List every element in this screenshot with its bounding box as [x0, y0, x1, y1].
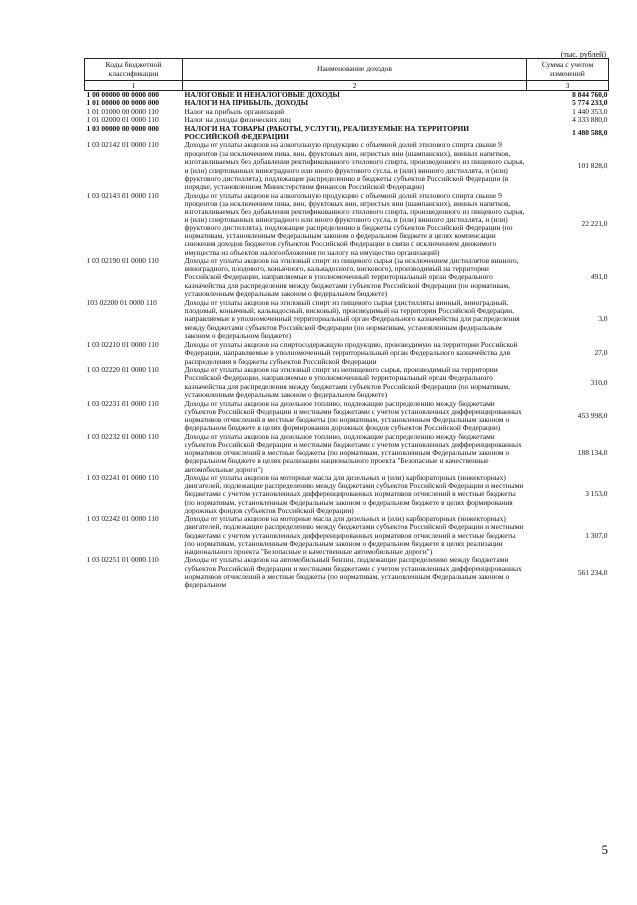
table-row: [85, 91, 609, 100]
row-name: НАЛОГИ НА ТОВАРЫ (РАБОТЫ, УСЛУГИ), РЕАЛИЗУЕМЫЕ НА ТЕРРИТОРИИ РОССИЙСКОЙ ФЕДЕРАЦИИ: [184, 123, 470, 142]
page-number: 5: [601, 842, 608, 857]
column-number: 1: [85, 81, 183, 91]
column-number-row: [85, 81, 609, 91]
row-amount: 3,0: [598, 314, 608, 324]
row-amount: 561 234,0: [577, 567, 608, 577]
row-name: Доходы от уплаты акцизов на алкогольную продукцию с объемной долей этилового спирта свыше 9 процентов (за исключением пива, вин, фруктовых вин, игристых вин (шампанских), винных напитков, изготавливаемых без добавления ректификованного этилового спирта, произведенного из пищевого сырья, и (или) спиртованных виноградного или иного фруктового сусла, и (или) винного дистиллята, и (или) фруктового дистиллята), подлежащие распределению в бюджеты субъектов Российской Федерации (в порядке, установленном Министерством финансов Российской Федерации): [184, 140, 525, 192]
row-amount: 1 480 588,0: [572, 127, 608, 137]
table-row: [85, 108, 609, 116]
row-amount: 1 307,0: [585, 530, 608, 540]
row-amount: 27,0: [594, 348, 608, 358]
row-code: 1 03 02232 01 0000 110: [86, 431, 159, 441]
row-amount: 5 774 233,0: [572, 98, 608, 108]
table-row: [85, 99, 609, 107]
row-code: 1 03 02210 01 0000 110: [86, 339, 159, 349]
table-row: [85, 257, 609, 299]
header-amount: Сумма с учетом изменений: [527, 59, 609, 81]
row-amount: 3 153,0: [585, 489, 608, 499]
header-codes: Коды бюджетной классификации: [85, 59, 183, 81]
row-amount: 101 828,0: [577, 161, 608, 171]
row-code: 1 00 00000 00 0000 000: [86, 90, 160, 99]
row-name: НАЛОГОВЫЕ И НЕНАЛОГОВЫЕ ДОХОДЫ: [184, 90, 340, 99]
row-name: НАЛОГИ НА ПРИБЫЛЬ, ДОХОДЫ: [184, 98, 309, 108]
table-row: [85, 400, 609, 433]
row-amount: 491,0: [590, 272, 608, 282]
table-row: [85, 515, 609, 556]
row-code: 1 03 00000 00 0000 000: [86, 123, 160, 133]
row-amount: 188 134,0: [577, 448, 608, 458]
table-row: [85, 474, 609, 515]
row-name: Доходы от уплаты акцизов на этиловый спирт из непищевого сырья, производимый на территории Российской Федерации, направляемые в уполномоченный территориальный орган Федерального казначейства для распределения между бюджетами субъектов Российской Федерации (по нормативам, установленным федеральным законом о федеральном бюджете): [184, 364, 510, 400]
table-row: [85, 299, 609, 341]
row-amount: 1 440 353,0: [572, 106, 608, 116]
row-name: Доходы от уплаты акцизов на моторные масла для дизельных и (или) карбюраторных (инжекторных) двигателей, подлежащие распределению между бюджетами субъектов Российской Федерации и местными бюджетами с учетом установленных дифференцированных нормативов отчислений в местные бюджеты (по нормативам, установленным Федеральным законом о федеральном бюджете в целях реализации национального проекта "Безопасные и качественные автомобильные дороги"): [184, 514, 524, 557]
table-header-row: [85, 59, 609, 81]
row-code: 1 03 02241 01 0000 110: [86, 472, 159, 482]
row-name: Доходы от уплаты акцизов на автомобильный бензин, подлежащие распределению между бюджетами субъектов Российской Федерации и местными бюджетами с учетом установленных дифференцированных нормативов отчислений в местные бюджеты (по нормативам, установленным Федеральным законом о федеральном: [184, 555, 522, 590]
table-row: [85, 433, 609, 474]
table-row: [85, 341, 609, 366]
revenue-table: [84, 58, 609, 589]
row-amount: 8 844 760,0: [572, 90, 608, 99]
row-amount: 310,0: [590, 377, 608, 387]
units-label: (тыс. рублей): [560, 50, 606, 59]
row-name: Доходы от уплаты акцизов на дизельное топливо, подлежащие распределению между бюджетами субъектов Российской Федерации и местными бюджетами с учетом установленных дифференцированных нормативов отчислений в местные бюджеты (по нормативам, установленным Федеральным законом о федеральном бюджете в целях реализации национального проекта "Безопасные и качественные автомобильные дороги"): [184, 431, 522, 474]
header-name: Наименование доходов: [183, 59, 527, 81]
row-amount: 22 221,0: [581, 219, 608, 229]
row-name: Доходы от уплаты акцизов на алкогольную продукцию с объемной долей этилового спирта свыше 9 процентов (за исключением пива, вин, фруктовых вин, игристых вин (шампанских), винных напитков, изготавливаемых без добавления ректификованного этилового спирта, произведенного из пищевого сырья, и (или) спиртованных виноградного или иного фруктового сусла, и (или) винного дистиллята, и (или) фруктового дистиллята), подлежащие распределению в бюджеты субъектов Российской Федерации (по нормативам, установленным Федеральным законом о федеральном бюджете в целях компенсации снижения доходов бюджетов субъектов Российской Федерации в связи с исключением движимого имущества из объектов налогообложения по налогу на имущество организаций): [184, 190, 525, 257]
row-name: Доходы от уплаты акцизов на моторные масла для дизельных и (или) карбюраторных (инжекторных) двигателей, подлежащие распределению между бюджетами субъектов Российской Федерации и местными бюджетами с учетом установленных дифференцированных нормативов отчислений в местные бюджеты (по нормативам, установленным Федеральным законом о федеральном бюджете в целях формирования дорожных фондов субъектов Российской Федерации): [184, 472, 524, 515]
row-code: 1 03 02220 01 0000 110: [86, 364, 159, 374]
row-amount: 4 333 880,0: [572, 115, 608, 125]
row-code: 1 03 02190 01 0000 110: [86, 255, 159, 265]
row-code: 1 01 00000 00 0000 000: [86, 98, 160, 108]
row-code: 1 01 01000 00 0000 110: [86, 106, 159, 116]
row-code: 1 03 02142 01 0000 110: [86, 140, 159, 150]
row-code: 103 02200 01 0000 110: [86, 297, 157, 307]
row-name: Доходы от уплаты акцизов на дизельное топливо, подлежащие распределению между бюджетами субъектов Российской Федерации и местными бюджетами с учетом установленных дифференцированных нормативов отчислений в местные бюджеты (по нормативам, установленным Федеральным законом о федеральном бюджете в целях формирования дорожных фондов субъектов Российской Федерации): [184, 398, 522, 433]
row-name: Доходы от уплаты акцизов на этиловый спирт из пищевого сырья (дистилляты винный, виноградный, плодовый, коньячный, кальвадосный, висковый), производимый на территории Российской Федерации, направляемые в уполномоченный территориальный орган Федерального казначейства для распределения между бюджетами субъектов Российской Федерации (по нормативам, установленным федеральным законом о федеральном бюджете): [184, 297, 520, 341]
row-name: Доходы от уплаты акцизов на спиртосодержащую продукцию, производимую на территории Российской Федерации, направляемые в уполномоченный территориальный орган Федерального казначейства для распределения в бюджеты субъектов Российской Федерации: [184, 339, 518, 366]
row-amount: 453 998,0: [577, 410, 608, 420]
table-row: [85, 141, 609, 191]
row-name: Налог на доходы физических лиц: [184, 115, 291, 125]
row-code: 1 03 02231 01 0000 110: [86, 398, 159, 408]
table-row: [85, 556, 609, 589]
row-code: 1 01 02000 01 0000 110: [86, 115, 159, 125]
table-row: [85, 192, 609, 257]
row-code: 1 03 02143 01 0000 110: [86, 190, 159, 200]
row-code: 1 03 02251 01 0000 110: [86, 555, 159, 565]
table-row: [85, 366, 609, 400]
column-number: 2: [183, 81, 527, 91]
column-number: 3: [527, 81, 609, 91]
table-row: [85, 125, 609, 142]
row-name: Налог на прибыль организаций: [184, 106, 285, 116]
row-code: 1 03 02242 01 0000 110: [86, 514, 159, 524]
row-name: Доходы от уплаты акцизов на этиловый спирт из пищевого сырья (за исключением дистиллятов винного, виноградного, плодового, коньячного, кальвадосного, вискового), производимый на территории Российской Федерации, направляемые в уполномоченный территориальный орган Федерального казначейства для распределения между бюджетами субъектов Российской Федерации (по нормативам, установленным федеральным законом о федеральном бюджете): [184, 255, 519, 299]
